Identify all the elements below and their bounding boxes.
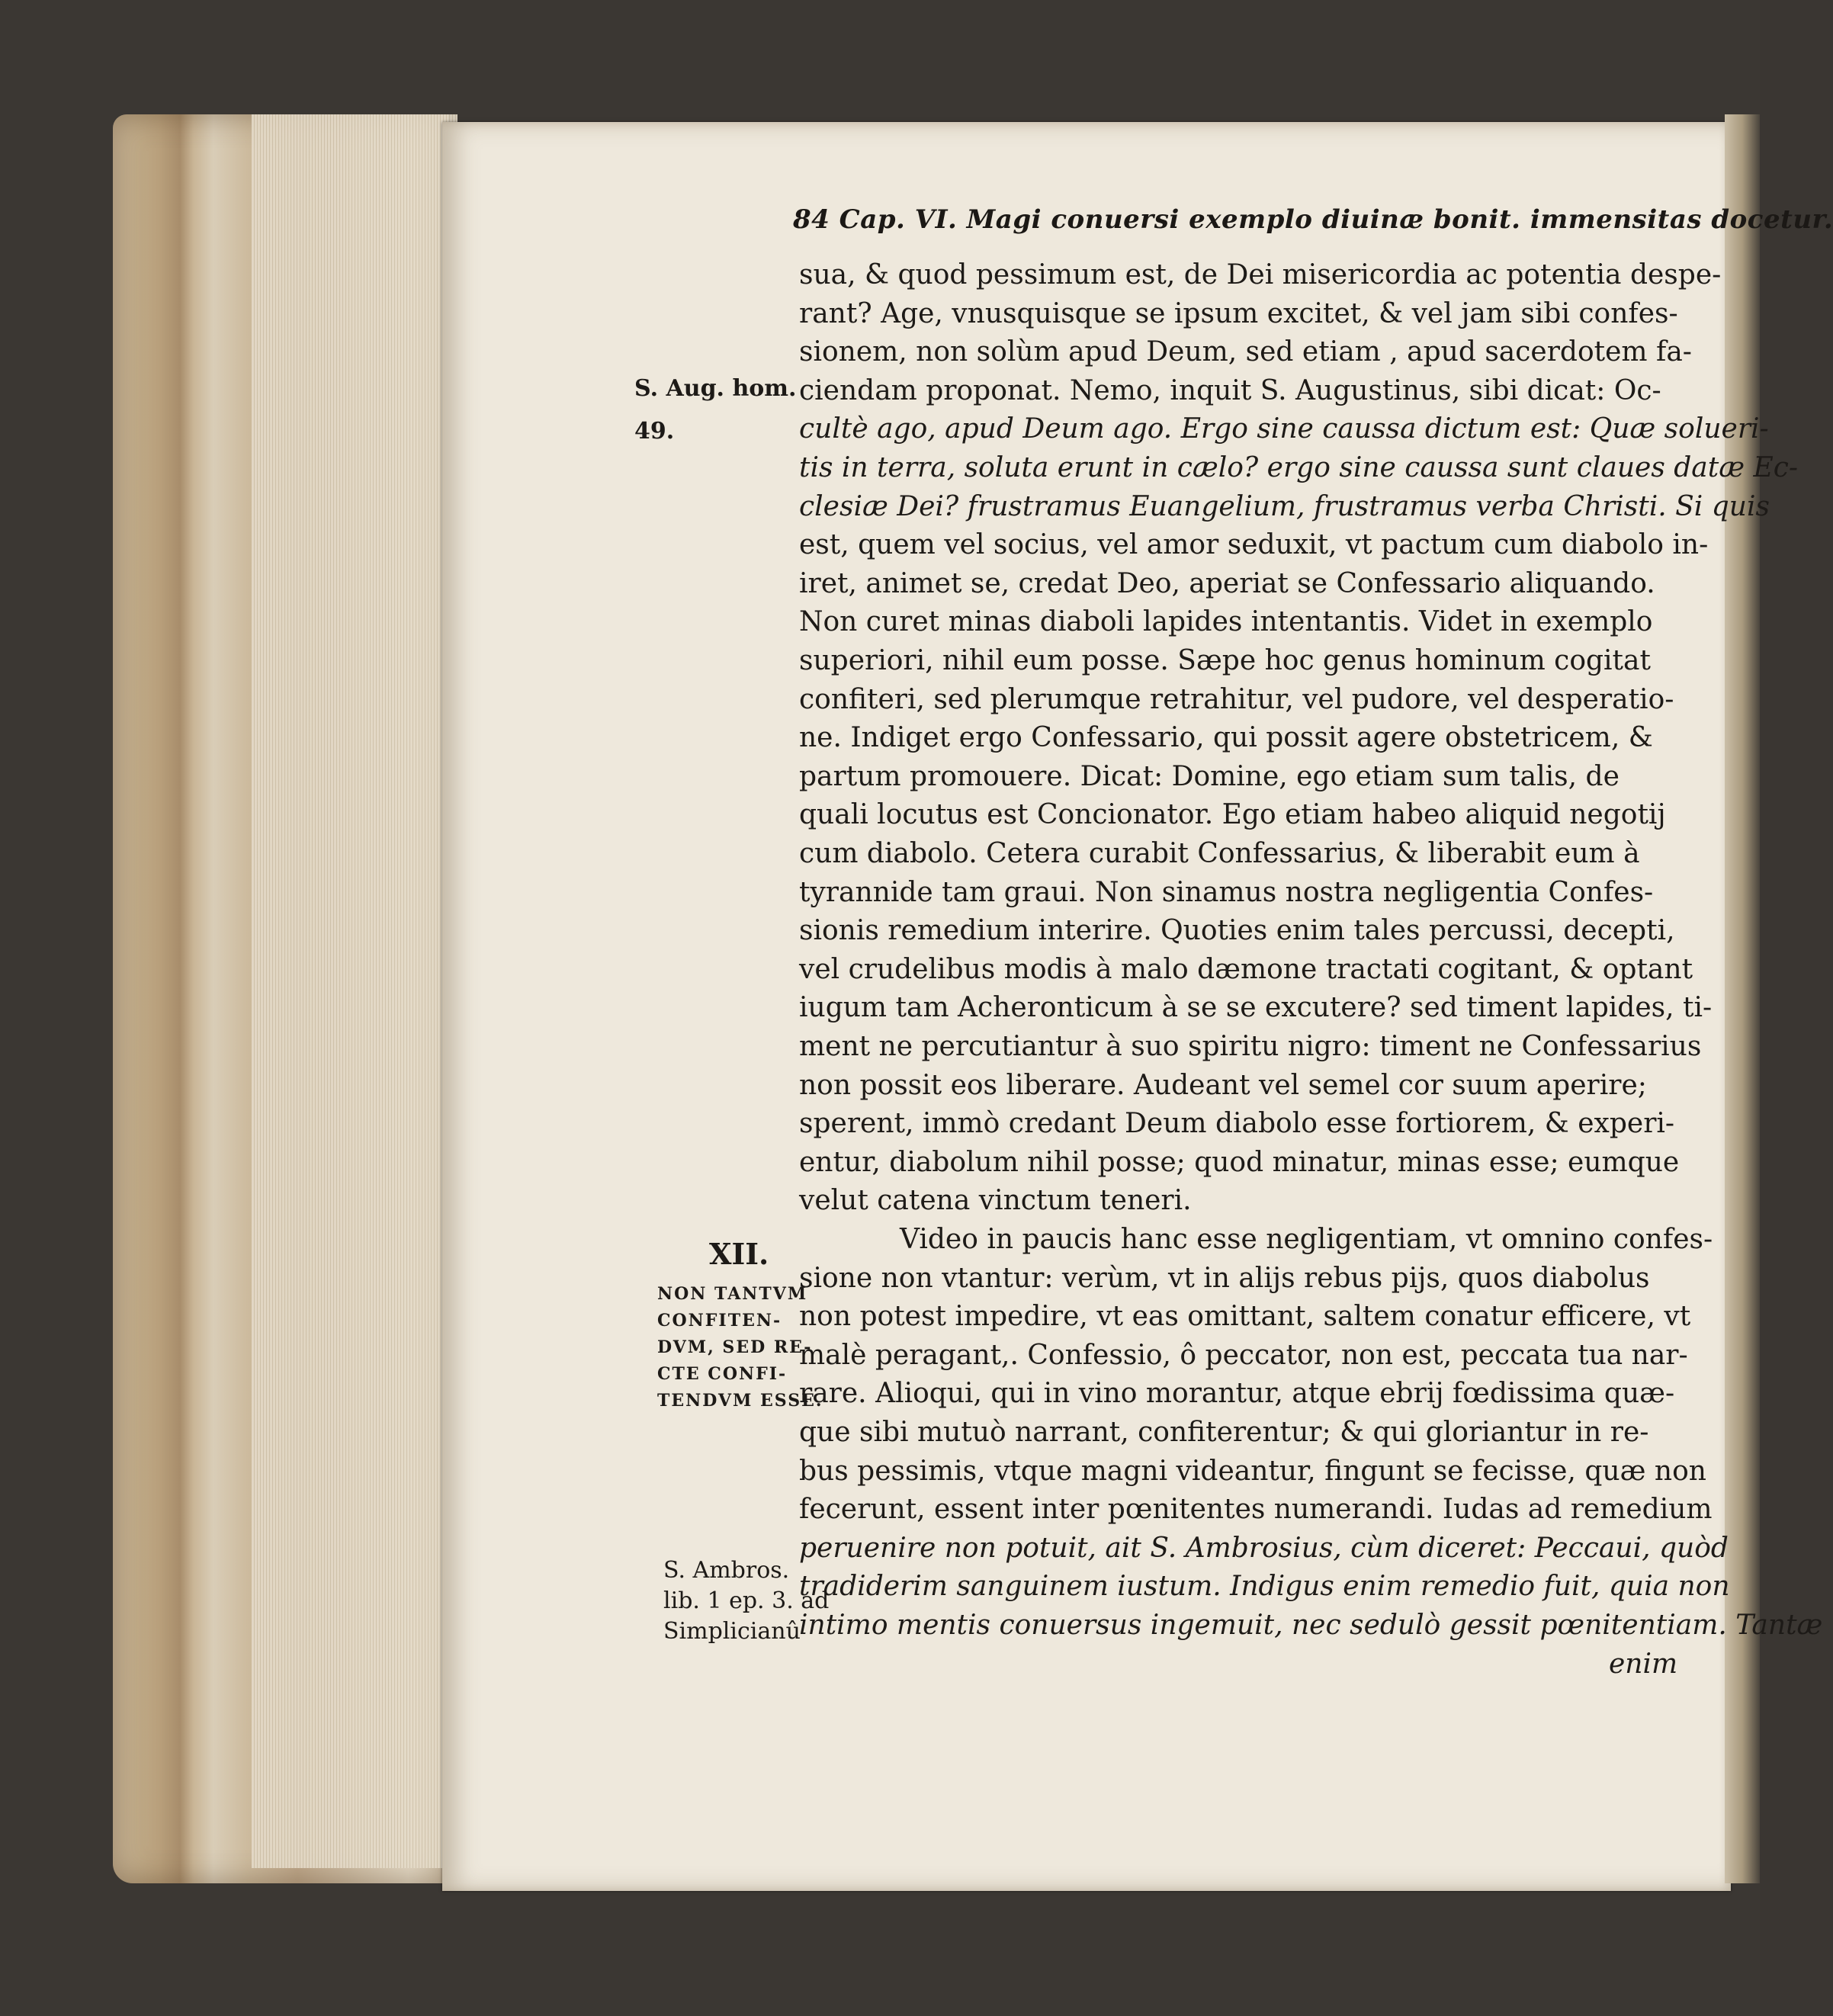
text-line: partum promouere. Dicat: Domine, ego etiam sum talis, de bbox=[799, 760, 1620, 792]
text-line: sionem, non solùm apud Deum, sed etiam , apud sacerdotem fa- bbox=[799, 336, 1692, 368]
margin-summary-line: TENDVM ESSE. bbox=[657, 1391, 823, 1411]
text-line: confiteri, sed plerumque retrahitur, vel pudore, vel desperatio- bbox=[799, 683, 1674, 715]
margin-summary-line: DVM, SED RE- bbox=[657, 1337, 813, 1357]
margin-ref-ambrose: S. Ambros. bbox=[663, 1557, 790, 1584]
text-line: ciendam proponat. Nemo, inquit S. Augustinus, sibi dicat: Oc- bbox=[799, 374, 1661, 406]
text-line: malè peragant,. Confessio, ô peccator, non est, peccata tua nar- bbox=[799, 1339, 1688, 1371]
text-line: sperent, immò credant Deum diabolo esse fortiorem, & experi- bbox=[799, 1108, 1675, 1140]
text-line: que sibi mutuò narrant, confiterentur; & qui gloriantur in re- bbox=[799, 1417, 1649, 1448]
margin-ref-augustine: S. Aug. hom. bbox=[634, 375, 797, 402]
text-line: enim bbox=[1609, 1648, 1678, 1680]
text-line: tyrannide tam graui. Non sinamus nostra negligentia Confes- bbox=[799, 876, 1654, 908]
text-line: clesiæ Dei? frustramus Euangelium, frustramus verba Christi. Si quis bbox=[799, 490, 1770, 522]
text-line: tradiderim sanguinem iustum. Indigus enim remedio fuit, quia non bbox=[799, 1571, 1730, 1603]
text-line: Video in paucis hanc esse negligentiam, vt omnino confes- bbox=[900, 1224, 1713, 1255]
margin-ref-ambrose: lib. 1 ep. 3. ad bbox=[663, 1587, 830, 1614]
text-line: entur, diabolum nihil posse; quod minatur, minas esse; eumque bbox=[799, 1146, 1680, 1178]
margin-summary-line: CTE CONFI- bbox=[657, 1364, 788, 1384]
text-line: ne. Indiget ergo Confessario, qui possit agere obstetricem, & bbox=[799, 722, 1653, 754]
running-header: 84 Cap. VI. Magi conuersi exemplo diuinæ bonit. immensitas docetur. bbox=[793, 204, 1833, 235]
text-line: sua, & quod pessimum est, de Dei misericordia ac potentia despe- bbox=[799, 259, 1722, 291]
text-line: Non curet minas diaboli lapides intentantis. Videt in exemplo bbox=[799, 606, 1653, 638]
text-line: non potest impedire, vt eas omittant, saltem conatur efficere, vt bbox=[799, 1301, 1691, 1333]
text-line: peruenire non potuit, ait S. Ambrosius, cùm diceret: Peccaui, quòd bbox=[799, 1532, 1729, 1564]
text-line: iugum tam Acheronticum à se se excutere? sed timent lapides, ti- bbox=[799, 992, 1713, 1024]
text-line: non possit eos liberare. Audeant vel semel cor suum aperire; bbox=[799, 1069, 1647, 1101]
text-line: quali locutus est Concionator. Ego etiam habeo aliquid negotij bbox=[799, 799, 1666, 831]
text-line: ment ne percutiantur à suo spiritu nigro: timent ne Confessarius bbox=[799, 1031, 1702, 1062]
text-line: cultè ago, apud Deum ago. Ergo sine caussa dictum est: Quæ solueri- bbox=[799, 413, 1769, 445]
text-line: vel crudelibus modis à malo dæmone tractati cogitant, & optant bbox=[799, 953, 1693, 985]
text-line: sione non vtantur: verùm, vt in alijs rebus pijs, quos diabolus bbox=[799, 1262, 1650, 1294]
text-line: cum diabolo. Cetera curabit Confessarius, & liberabit eum à bbox=[799, 838, 1640, 869]
text-line: sionis remedium interire. Quoties enim tales percussi, decepti, bbox=[799, 915, 1675, 947]
margin-summary-line: CONFITEN- bbox=[657, 1311, 782, 1331]
text-line: rare. Alioqui, qui in vino morantur, atque ebrij fœdissima quæ- bbox=[799, 1378, 1675, 1410]
text-line: tis in terra, soluta erunt in cælo? ergo sine caussa sunt claues datæ Ec- bbox=[799, 452, 1799, 483]
text-line: bus pessimis, vtque magni videantur, fingunt se fecisse, quæ non bbox=[799, 1455, 1706, 1487]
text-line: rant? Age, vnusquisque se ipsum excitet, & vel jam sibi confes- bbox=[799, 297, 1678, 329]
section-number: XII. bbox=[709, 1237, 769, 1271]
text-line: velut catena vinctum teneri. bbox=[799, 1185, 1192, 1217]
text-line: intimo mentis conuersus ingemuit, nec sedulò gessit pœnitentiam. Tantæ bbox=[799, 1610, 1823, 1641]
text-line: est, quem vel socius, vel amor seduxit, vt pactum cum diabolo in- bbox=[799, 529, 1709, 561]
text-line: fecerunt, essent inter pœnitentes numerandi. Iudas ad remedium bbox=[799, 1494, 1713, 1526]
margin-summary-line: NON TANTVM bbox=[657, 1284, 808, 1304]
text-line: iret, animet se, credat Deo, aperiat se Confessario aliquando. bbox=[799, 567, 1655, 599]
text-line: superiori, nihil eum posse. Sæpe hoc genus hominum cogitat bbox=[799, 645, 1651, 676]
margin-ref-ambrose: Simplicianû bbox=[663, 1618, 801, 1645]
margin-ref-homily-number: 49. bbox=[634, 418, 675, 445]
